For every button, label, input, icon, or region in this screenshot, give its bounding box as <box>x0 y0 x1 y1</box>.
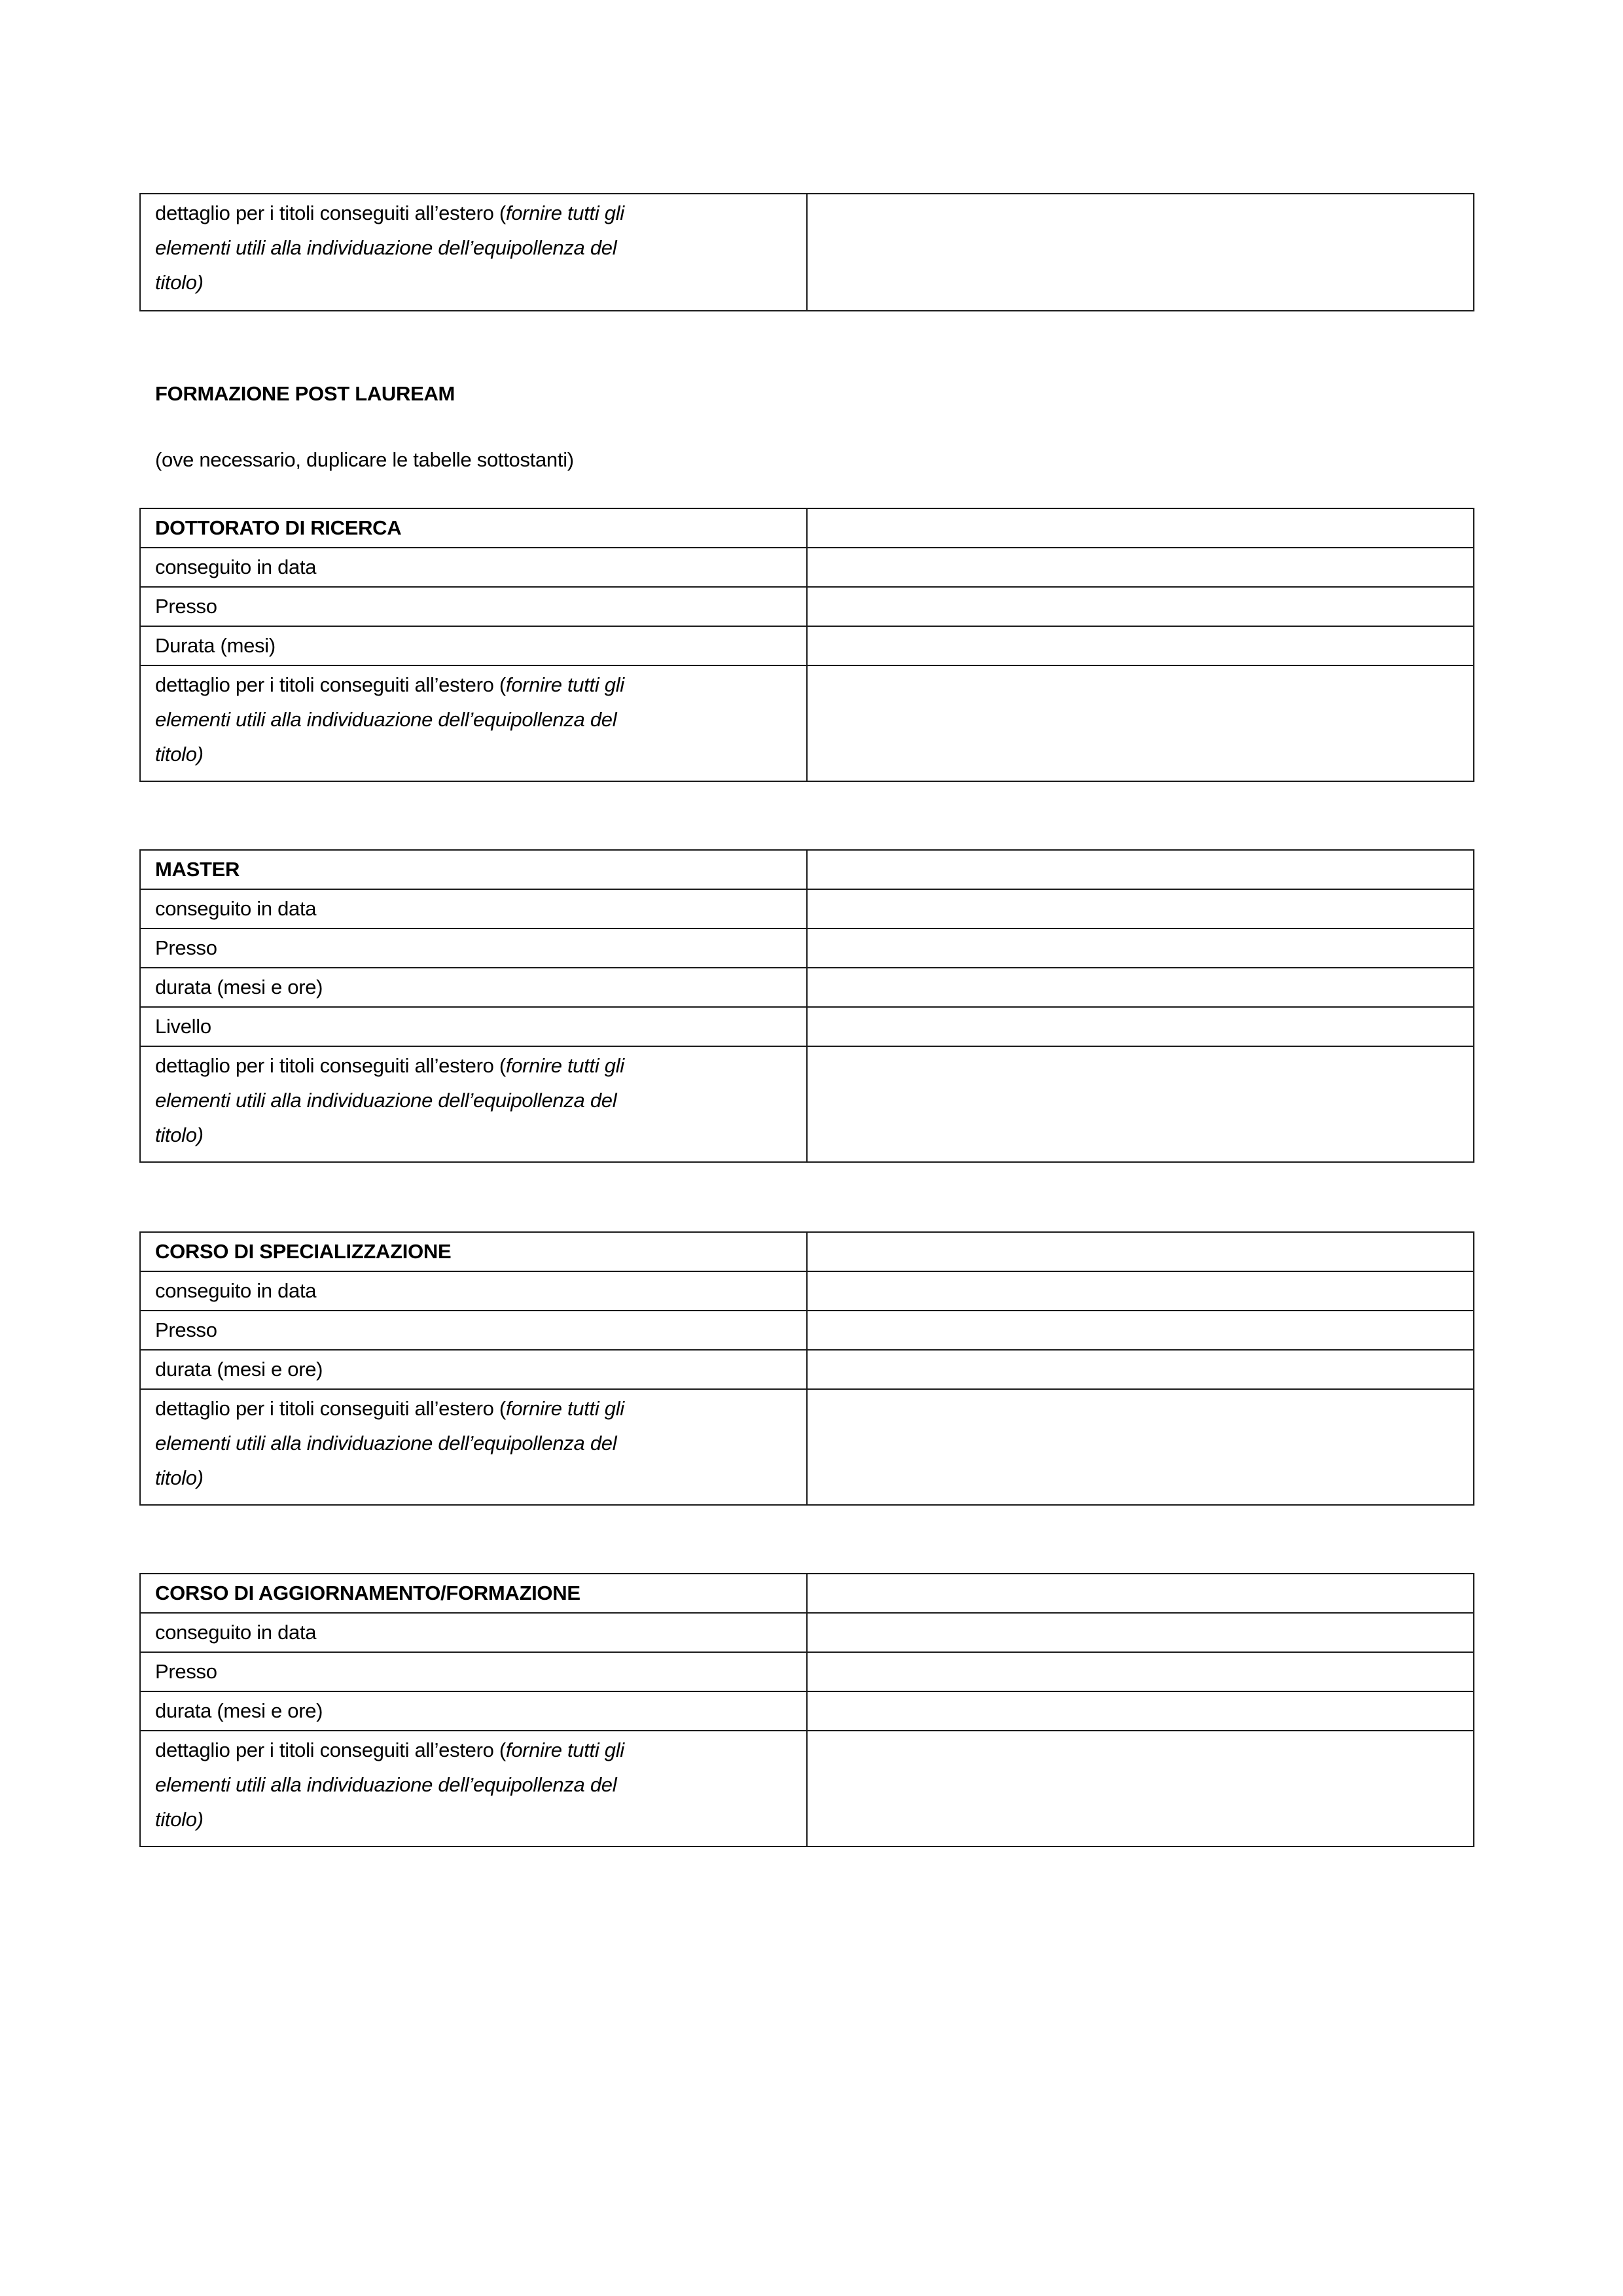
foreign-detail-label <box>140 1389 807 1505</box>
table-row <box>140 1311 1474 1350</box>
row-label: durata (mesi e ore) <box>140 1691 807 1731</box>
aggiornamento-header: CORSO DI AGGIORNAMENTO/FORMAZIONE <box>140 1574 807 1613</box>
master-level-field[interactable] <box>807 1007 1474 1046</box>
table-header-row <box>140 1232 1474 1271</box>
foreign-detail-text-italic: elementi utili alla individuazione dell’equipollenza del <box>155 1432 617 1455</box>
section-title: FORMAZIONE POST LAUREAM <box>155 382 455 405</box>
row-label: Livello <box>140 1007 807 1046</box>
specializzazione-header: CORSO DI SPECIALIZZAZIONE <box>140 1232 807 1271</box>
foreign-detail-text: dettaglio per i titoli conseguiti all’estero ( <box>155 202 506 224</box>
aggiornamento-table <box>139 1573 1474 1847</box>
row-label: durata (mesi e ore) <box>140 968 807 1007</box>
row-label: Durata (mesi) <box>140 626 807 665</box>
foreign-detail-text-italic: elementi utili alla individuazione dell’equipollenza del <box>155 1089 617 1112</box>
master-foreign-detail-field[interactable] <box>807 1046 1474 1162</box>
aggiornamento-duration-field[interactable] <box>807 1691 1474 1731</box>
foreign-detail-label <box>140 665 807 781</box>
foreign-detail-text-italic: fornire tutti gli <box>505 673 624 696</box>
foreign-detail-text-italic: titolo) <box>155 271 204 294</box>
foreign-detail-text-italic: elementi utili alla individuazione dell’equipollenza del <box>155 1773 617 1796</box>
table-row <box>140 928 1474 968</box>
foreign-detail-text-italic: fornire tutti gli <box>505 1397 624 1420</box>
specializzazione-header-value-field[interactable] <box>807 1232 1474 1271</box>
dottorato-header: DOTTORATO DI RICERCA <box>140 508 807 548</box>
master-header: MASTER <box>140 850 807 889</box>
table-row <box>140 1613 1474 1652</box>
foreign-title-table-continued <box>139 193 1474 311</box>
specializzazione-foreign-detail-field[interactable] <box>807 1389 1474 1505</box>
foreign-detail-text-italic: fornire tutti gli <box>505 1054 624 1077</box>
table-row <box>140 889 1474 928</box>
row-label: Presso <box>140 587 807 626</box>
dottorato-institution-field[interactable] <box>807 587 1474 626</box>
master-table <box>139 849 1474 1163</box>
dottorato-table <box>139 508 1474 782</box>
specializzazione-duration-field[interactable] <box>807 1350 1474 1389</box>
table-row <box>140 1007 1474 1046</box>
table-row <box>140 1389 1474 1505</box>
section-note: (ove necessario, duplicare le tabelle sottostanti) <box>155 448 574 471</box>
row-label: Presso <box>140 1311 807 1350</box>
foreign-detail-text-italic: fornire tutti gli <box>505 1739 624 1761</box>
master-header-value-field[interactable] <box>807 850 1474 889</box>
row-label: conseguito in data <box>140 548 807 587</box>
foreign-detail-text-italic: fornire tutti gli <box>505 202 624 224</box>
foreign-detail-text: dettaglio per i titoli conseguiti all’estero ( <box>155 1054 506 1077</box>
row-label: Presso <box>140 928 807 968</box>
table-row <box>140 1350 1474 1389</box>
table-row <box>140 1046 1474 1162</box>
table-row <box>140 194 1474 311</box>
table-row <box>140 1691 1474 1731</box>
foreign-detail-text-italic: elementi utili alla individuazione dell’equipollenza del <box>155 236 617 259</box>
row-label: conseguito in data <box>140 1613 807 1652</box>
table-header-row <box>140 1574 1474 1613</box>
table-row <box>140 548 1474 587</box>
specializzazione-table <box>139 1231 1474 1506</box>
table-row <box>140 665 1474 781</box>
dottorato-duration-field[interactable] <box>807 626 1474 665</box>
aggiornamento-date-field[interactable] <box>807 1613 1474 1652</box>
dottorato-date-field[interactable] <box>807 548 1474 587</box>
foreign-detail-text-italic: titolo) <box>155 1808 204 1831</box>
foreign-detail-text-italic: titolo) <box>155 1466 204 1489</box>
master-date-field[interactable] <box>807 889 1474 928</box>
foreign-detail-text: dettaglio per i titoli conseguiti all’estero ( <box>155 1397 506 1420</box>
foreign-detail-text-italic: titolo) <box>155 1123 204 1146</box>
foreign-detail-label <box>140 194 807 311</box>
foreign-detail-value-field[interactable] <box>807 194 1474 311</box>
specializzazione-institution-field[interactable] <box>807 1311 1474 1350</box>
row-label: conseguito in data <box>140 889 807 928</box>
foreign-detail-text: dettaglio per i titoli conseguiti all’estero ( <box>155 1739 506 1761</box>
master-institution-field[interactable] <box>807 928 1474 968</box>
master-duration-field[interactable] <box>807 968 1474 1007</box>
table-header-row <box>140 850 1474 889</box>
table-row <box>140 587 1474 626</box>
table-row <box>140 1271 1474 1311</box>
foreign-detail-text-italic: titolo) <box>155 743 204 766</box>
specializzazione-date-field[interactable] <box>807 1271 1474 1311</box>
dottorato-header-value-field[interactable] <box>807 508 1474 548</box>
row-label: conseguito in data <box>140 1271 807 1311</box>
table-row <box>140 1731 1474 1846</box>
dottorato-foreign-detail-field[interactable] <box>807 665 1474 781</box>
table-row <box>140 626 1474 665</box>
table-row <box>140 1652 1474 1691</box>
table-row <box>140 968 1474 1007</box>
row-label: durata (mesi e ore) <box>140 1350 807 1389</box>
aggiornamento-institution-field[interactable] <box>807 1652 1474 1691</box>
foreign-detail-text: dettaglio per i titoli conseguiti all’estero ( <box>155 673 506 696</box>
aggiornamento-header-value-field[interactable] <box>807 1574 1474 1613</box>
aggiornamento-foreign-detail-field[interactable] <box>807 1731 1474 1846</box>
foreign-detail-label <box>140 1731 807 1846</box>
foreign-detail-label <box>140 1046 807 1162</box>
table-header-row <box>140 508 1474 548</box>
foreign-detail-text-italic: elementi utili alla individuazione dell’equipollenza del <box>155 708 617 731</box>
row-label: Presso <box>140 1652 807 1691</box>
